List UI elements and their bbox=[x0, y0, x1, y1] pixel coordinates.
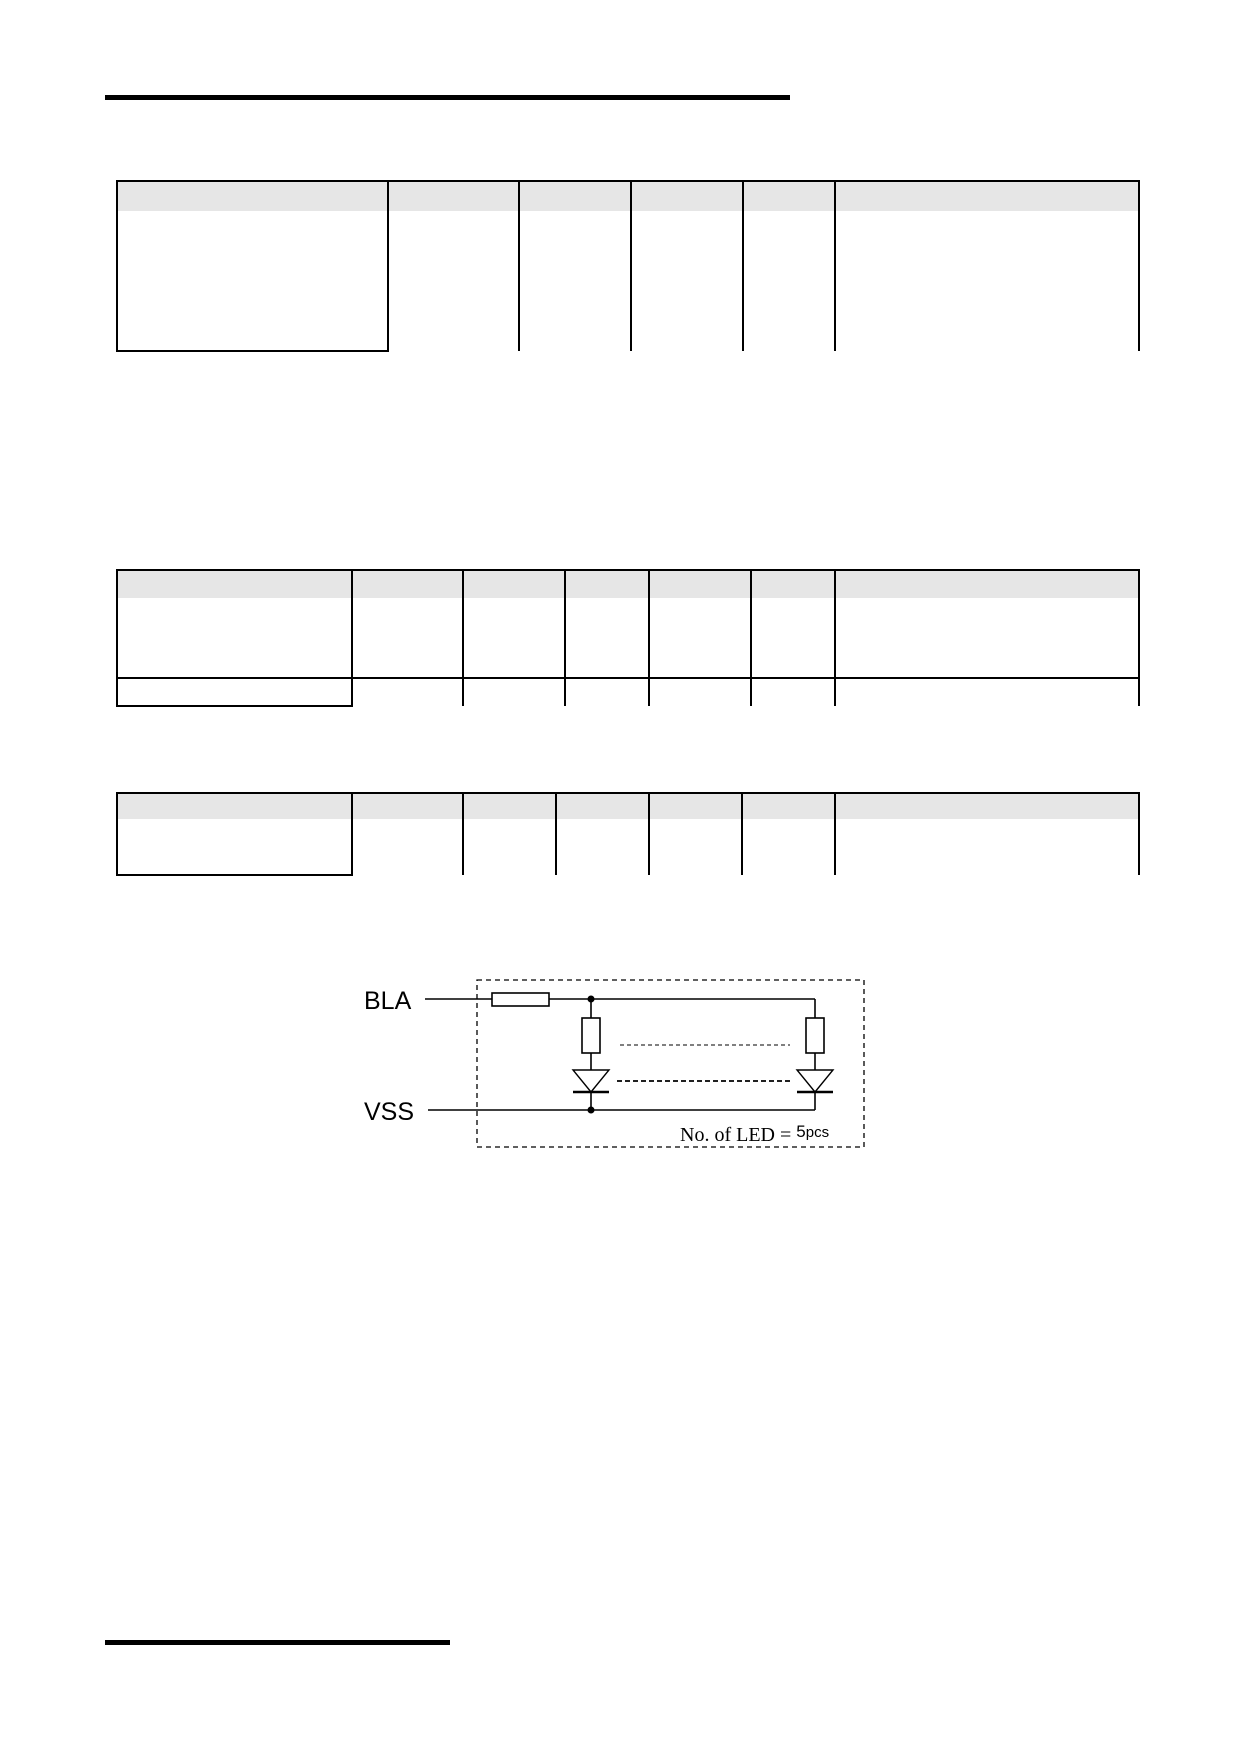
led-count-value: 5 bbox=[796, 1122, 806, 1141]
table-2-cell bbox=[649, 598, 751, 678]
branch-resistor-1 bbox=[582, 1018, 600, 1053]
table-2-cell bbox=[463, 598, 565, 678]
table-3 bbox=[116, 792, 1140, 876]
table-1-header-cell bbox=[835, 181, 1139, 211]
table-1-cell bbox=[743, 211, 835, 351]
table-3-row bbox=[117, 819, 1139, 875]
table-3-cell bbox=[649, 819, 742, 875]
table-1-cell bbox=[117, 211, 388, 351]
series-resistor bbox=[492, 993, 549, 1006]
branch-resistor-2 bbox=[806, 1018, 824, 1053]
table-2-cell bbox=[649, 678, 751, 706]
led-count-note bbox=[680, 1122, 829, 1146]
table-2-header-cell bbox=[352, 570, 463, 598]
table-2-header-cell bbox=[565, 570, 649, 598]
table-2-header-cell bbox=[835, 570, 1139, 598]
table-2-header-row bbox=[117, 570, 1139, 598]
table-1-cell bbox=[388, 211, 519, 351]
table-3-header-cell bbox=[742, 793, 835, 819]
table-1-header-cell bbox=[743, 181, 835, 211]
table-2 bbox=[116, 569, 1140, 707]
table-2-header-cell bbox=[751, 570, 835, 598]
table-2-cell bbox=[751, 598, 835, 678]
table-2-cell bbox=[117, 598, 352, 678]
led-count-label: No. of LED = bbox=[680, 1124, 797, 1146]
table-3-cell bbox=[352, 819, 463, 875]
table-1-header-cell bbox=[117, 181, 388, 211]
vss-label: VSS bbox=[364, 1098, 415, 1126]
table-2-row bbox=[117, 678, 1139, 706]
table-3-cell bbox=[742, 819, 835, 875]
table-2-cell bbox=[565, 678, 649, 706]
table-3-header-cell bbox=[352, 793, 463, 819]
table-1-row bbox=[117, 211, 1139, 351]
table-2-cell bbox=[352, 598, 463, 678]
table-1-cell bbox=[835, 211, 1139, 351]
footer-rule bbox=[105, 1640, 450, 1645]
backlight-circuit-diagram bbox=[355, 970, 875, 1170]
table-2-header-cell bbox=[649, 570, 751, 598]
table-1-cell bbox=[631, 211, 743, 351]
table-1 bbox=[116, 180, 1140, 352]
table-1-header-cell bbox=[519, 181, 631, 211]
table-3-header-cell bbox=[835, 793, 1139, 819]
table-3-header-cell bbox=[117, 793, 352, 819]
table-2-cell bbox=[117, 678, 352, 706]
table-3-cell bbox=[117, 819, 352, 875]
table-2-cell bbox=[565, 598, 649, 678]
table-2-cell bbox=[835, 598, 1139, 678]
led-1 bbox=[573, 1070, 609, 1092]
header-rule bbox=[105, 95, 790, 100]
led-2 bbox=[797, 1070, 833, 1092]
table-1-cell bbox=[519, 211, 631, 351]
table-2-header-cell bbox=[463, 570, 565, 598]
table-2-cell bbox=[751, 678, 835, 706]
table-3-cell bbox=[556, 819, 649, 875]
junction-dot bbox=[588, 1107, 595, 1114]
table-2-cell bbox=[352, 678, 463, 706]
bla-label: BLA bbox=[364, 987, 412, 1015]
table-2-cell bbox=[835, 678, 1139, 706]
table-2-row bbox=[117, 598, 1139, 678]
table-1-header-row bbox=[117, 181, 1139, 211]
table-3-cell bbox=[835, 819, 1139, 875]
table-3-header-row bbox=[117, 793, 1139, 819]
table-1-header-cell bbox=[631, 181, 743, 211]
table-2-header-cell bbox=[117, 570, 352, 598]
table-3-header-cell bbox=[463, 793, 556, 819]
table-2-cell bbox=[463, 678, 565, 706]
circuit-boundary bbox=[477, 980, 864, 1147]
table-3-header-cell bbox=[649, 793, 742, 819]
junction-dot bbox=[588, 996, 595, 1003]
table-3-cell bbox=[463, 819, 556, 875]
table-3-header-cell bbox=[556, 793, 649, 819]
led-count-unit: pcs bbox=[805, 1124, 830, 1141]
table-1-header-cell bbox=[388, 181, 519, 211]
